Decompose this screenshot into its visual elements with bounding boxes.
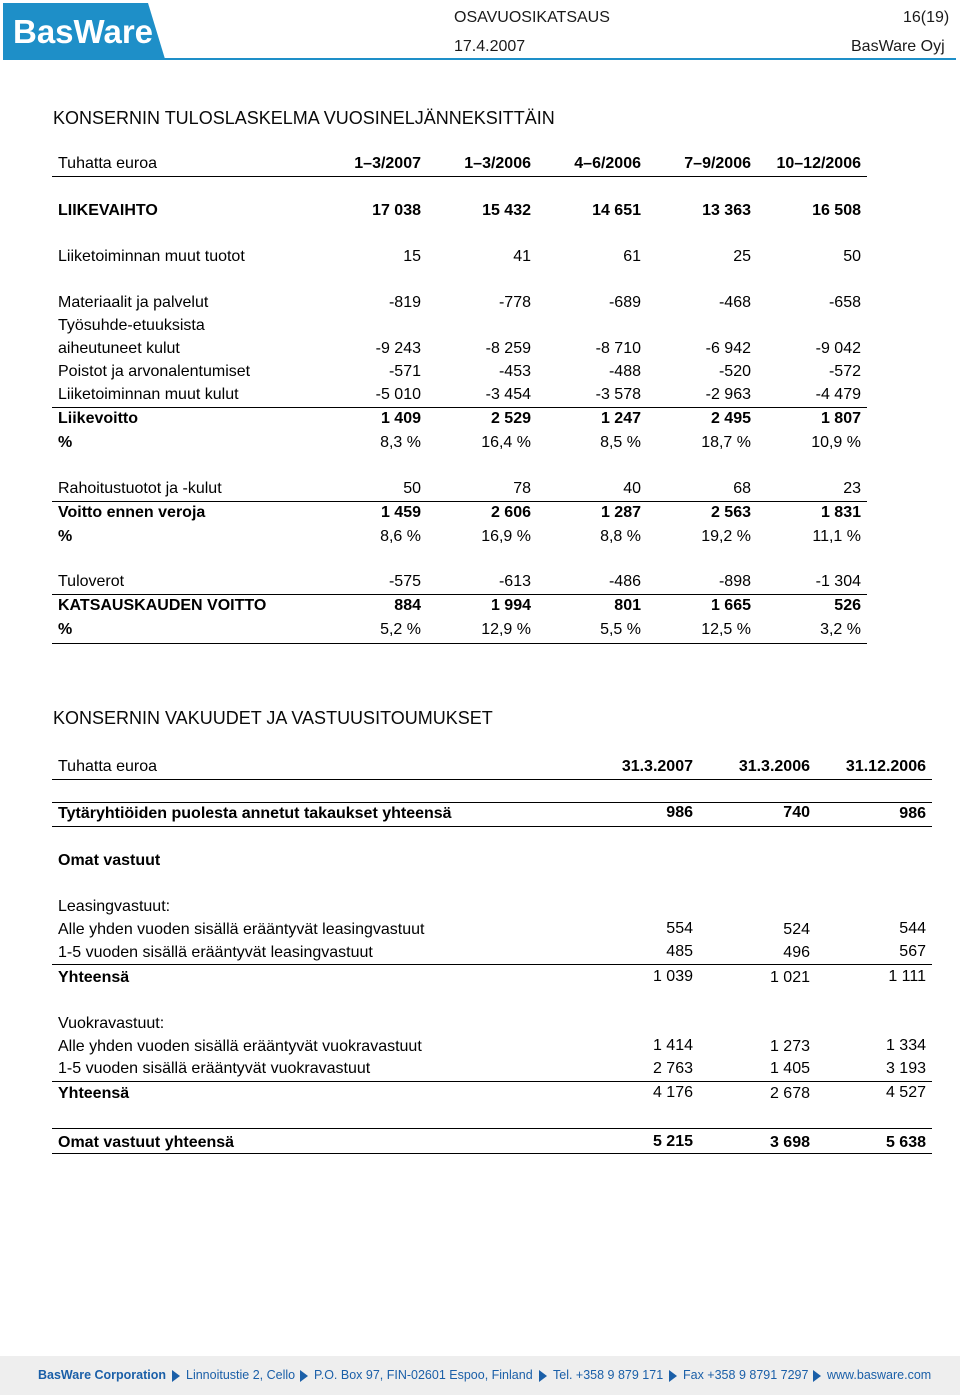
row-label-continued: aiheutuneet kulut	[58, 340, 180, 357]
row-label: Alle yhden vuoden sisällä erääntyvät vuokravastuut	[58, 1038, 422, 1055]
row-label: Tuloverot	[58, 573, 125, 590]
total-top-rule	[52, 1128, 932, 1129]
cell-value: 10,9 %	[811, 434, 861, 451]
income-title: KONSERNIN TULOSLASKELMA VUOSINELJÄNNEKSITTÄIN	[53, 108, 555, 128]
cell-value: 15 432	[482, 202, 531, 219]
cell-value: 524	[783, 921, 810, 938]
period-header: 1–3/2007	[354, 155, 421, 172]
date-header: 31.3.2006	[738, 758, 810, 775]
cell-value: -571	[388, 363, 421, 380]
cell-value: 986	[899, 805, 926, 822]
document-type: OSAVUOSIKATSAUS	[454, 9, 610, 26]
cell-value: 68	[733, 480, 751, 497]
cell-value: 2 529	[490, 410, 531, 427]
cell-value: 5 638	[885, 1134, 926, 1151]
cell-value: 8,6 %	[380, 528, 421, 545]
row-label: Työsuhde-etuuksista	[58, 317, 205, 334]
cell-value: 1 831	[820, 504, 861, 521]
guarantees-top-rule	[52, 802, 932, 803]
document-date: 17.4.2007	[454, 38, 526, 55]
cell-value: 1 807	[820, 410, 861, 427]
cell-value: 2 606	[490, 504, 531, 521]
row-label: Voitto ennen veroja	[58, 504, 206, 521]
cell-value: 3,2 %	[820, 621, 861, 638]
row-label: %	[58, 621, 73, 638]
subtotal-rule	[52, 501, 867, 502]
cell-value: 50	[843, 248, 861, 265]
cell-value: 41	[513, 248, 531, 265]
cell-value: 11,1 %	[812, 528, 861, 545]
cell-value: 3 698	[769, 1134, 810, 1151]
header-rule	[3, 58, 956, 60]
cell-value: 13 363	[702, 202, 751, 219]
cell-value: 1 409	[380, 410, 421, 427]
cell-value: 61	[623, 248, 641, 265]
arrow-right-icon	[300, 1370, 308, 1382]
rent-title: Vuokravastuut:	[58, 1015, 165, 1032]
cell-value: -488	[608, 363, 641, 380]
cell-value: -689	[608, 294, 641, 311]
cell-value: -9 042	[815, 340, 861, 357]
income-header-rule	[52, 176, 867, 177]
cell-value: 1 021	[769, 969, 810, 986]
period-header: 10–12/2006	[776, 155, 861, 172]
income-header-label: Tuhatta euroa	[58, 155, 158, 172]
row-label: Yhteensä	[58, 1085, 130, 1102]
row-label: %	[58, 528, 73, 545]
subtotal-rule	[52, 964, 932, 965]
cell-value: 18,7 %	[701, 434, 751, 451]
cell-value: 801	[614, 597, 641, 614]
table-end-rule	[52, 643, 867, 644]
arrow-right-icon	[539, 1370, 547, 1382]
cell-value: 25	[733, 248, 751, 265]
date-header: 31.12.2006	[845, 758, 926, 775]
cell-value: -4 479	[815, 386, 861, 403]
row-label: KATSAUSKAUDEN VOITTO	[58, 597, 267, 614]
total-bottom-rule	[52, 1153, 932, 1154]
cell-value: -3 454	[485, 386, 531, 403]
commitments-header-label: Tuhatta euroa	[58, 758, 158, 775]
cell-value: -9 243	[375, 340, 421, 357]
subtotal-rule	[52, 407, 867, 408]
cell-value: 1 039	[652, 968, 693, 985]
cell-value: -898	[718, 573, 751, 590]
total-label: Omat vastuut yhteensä	[58, 1134, 235, 1151]
cell-value: 2 563	[710, 504, 751, 521]
cell-value: -453	[498, 363, 531, 380]
cell-value: 12,9 %	[481, 621, 531, 638]
row-label: Liiketoiminnan muut tuotot	[58, 248, 245, 265]
subtotal-rule	[52, 1081, 932, 1082]
cell-value: 5,5 %	[600, 621, 641, 638]
arrow-right-icon	[813, 1370, 821, 1382]
cell-value: -658	[828, 294, 861, 311]
own-commitments-title: Omat vastuut	[58, 852, 161, 869]
cell-value: 1 994	[490, 597, 531, 614]
cell-value: 8,5 %	[600, 434, 641, 451]
cell-value: 485	[666, 943, 693, 960]
row-label: Yhteensä	[58, 969, 130, 986]
subtotal-rule	[52, 594, 867, 595]
cell-value: 496	[783, 944, 810, 961]
cell-value: -520	[718, 363, 751, 380]
cell-value: -819	[388, 294, 421, 311]
cell-value: 15	[403, 248, 421, 265]
footer-tel: Tel. +358 9 879 171	[553, 1368, 664, 1382]
commitments-header-rule	[52, 779, 932, 780]
guarantees-bottom-rule	[52, 826, 932, 827]
page-number: 16(19)	[903, 9, 950, 26]
cell-value: 5 215	[652, 1133, 693, 1150]
cell-value: -2 963	[705, 386, 751, 403]
footer-company: BasWare Corporation	[38, 1368, 167, 1382]
cell-value: 1 459	[380, 504, 421, 521]
commitments-title: KONSERNIN VAKUUDET JA VASTUUSITOUMUKSET	[53, 708, 493, 728]
cell-value: 8,8 %	[600, 528, 641, 545]
footer-address: Linnoitustie 2, Cello	[186, 1368, 296, 1382]
row-label: %	[58, 434, 73, 451]
leasing-title: Leasingvastuut:	[58, 898, 171, 915]
cell-value: 14 651	[592, 202, 641, 219]
footer-pobox: P.O. Box 97, FIN-02601 Espoo, Finland	[314, 1368, 533, 1382]
row-label: Poistot ja arvonalentumiset	[58, 363, 251, 380]
row-label: Alle yhden vuoden sisällä erääntyvät leasingvastuut	[58, 921, 425, 938]
cell-value: 884	[394, 597, 421, 614]
cell-value: 986	[666, 804, 693, 821]
period-header: 7–9/2006	[684, 155, 751, 172]
cell-value: 544	[899, 920, 926, 937]
cell-value: -575	[388, 573, 421, 590]
cell-value: 23	[843, 480, 861, 497]
cell-value: 16,9 %	[481, 528, 531, 545]
row-label: 1-5 vuoden sisällä erääntyvät leasingvastuut	[58, 944, 373, 961]
date-header: 31.3.2007	[621, 758, 693, 775]
period-header: 1–3/2006	[464, 155, 531, 172]
cell-value: 1 405	[769, 1060, 810, 1077]
footer-web[interactable]: www.basware.com	[827, 1368, 932, 1382]
cell-value: 567	[899, 943, 926, 960]
svg-text:BasWare: BasWare	[13, 13, 154, 50]
row-label: Rahoitustuotot ja -kulut	[58, 480, 222, 497]
arrow-right-icon	[669, 1370, 677, 1382]
cell-value: 8,3 %	[380, 434, 421, 451]
cell-value: -5 010	[375, 386, 421, 403]
cell-value: 12,5 %	[701, 621, 751, 638]
cell-value: -468	[718, 294, 751, 311]
row-label: Materiaalit ja palvelut	[58, 294, 209, 311]
cell-value: -778	[498, 294, 531, 311]
cell-value: 1 665	[710, 597, 751, 614]
arrow-right-icon	[172, 1370, 180, 1382]
cell-value: 4 176	[652, 1084, 693, 1101]
row-label: Liikevoitto	[58, 410, 139, 427]
guarantees-label: Tytäryhtiöiden puolesta annetut takaukset yhteensä	[58, 805, 452, 822]
row-label: 1-5 vuoden sisällä erääntyvät vuokravastuut	[58, 1060, 371, 1077]
cell-value: 2 495	[710, 410, 751, 427]
cell-value: 50	[403, 480, 421, 497]
cell-value: 1 273	[769, 1038, 810, 1055]
footer-fax: Fax +358 9 8791 7297	[683, 1368, 809, 1382]
cell-value: -6 942	[705, 340, 751, 357]
cell-value: 554	[666, 920, 693, 937]
cell-value: 4 527	[885, 1084, 926, 1101]
cell-value: -486	[608, 573, 641, 590]
cell-value: 740	[783, 804, 810, 821]
cell-value: 1 111	[888, 968, 926, 985]
cell-value: 526	[834, 597, 861, 614]
cell-value: 16 508	[812, 202, 861, 219]
cell-value: 78	[513, 480, 531, 497]
cell-value: 1 287	[600, 504, 641, 521]
cell-value: 3 193	[885, 1060, 926, 1077]
company-name: BasWare Oyj	[851, 38, 945, 55]
cell-value: -3 578	[595, 386, 641, 403]
cell-value: 40	[623, 480, 641, 497]
cell-value: 1 414	[652, 1037, 693, 1054]
row-label: LIIKEVAIHTO	[58, 202, 158, 219]
cell-value: 16,4 %	[481, 434, 531, 451]
cell-value: 2 678	[769, 1085, 810, 1102]
cell-value: -8 259	[485, 340, 531, 357]
cell-value: 1 247	[600, 410, 641, 427]
cell-value: -1 304	[815, 573, 861, 590]
cell-value: 1 334	[885, 1037, 926, 1054]
cell-value: 2 763	[652, 1060, 693, 1077]
period-header: 4–6/2006	[574, 155, 641, 172]
cell-value: -613	[498, 573, 531, 590]
cell-value: 19,2 %	[701, 528, 751, 545]
cell-value: 5,2 %	[380, 621, 421, 638]
row-label: Liiketoiminnan muut kulut	[58, 386, 239, 403]
cell-value: -8 710	[595, 340, 641, 357]
basware-logo	[3, 3, 165, 59]
cell-value: 17 038	[372, 202, 421, 219]
cell-value: -572	[828, 363, 861, 380]
